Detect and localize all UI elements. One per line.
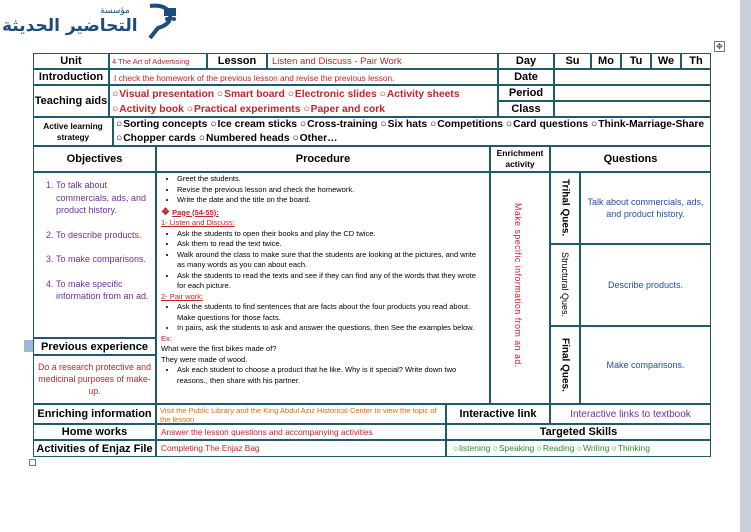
skill-option[interactable]: ○ Thinking	[612, 443, 650, 453]
strategy-option[interactable]: ○ Competitions	[430, 119, 503, 130]
question-type: Final Ques.	[559, 338, 571, 392]
objective-item: 1. To talk about commercials, ads, and product history.	[56, 179, 151, 217]
teaching-aids-options	[109, 85, 498, 117]
strategy-option[interactable]: ○ Sorting concepts	[116, 119, 207, 130]
enriching-info-value: Visit the Public Library and the King Abdul Aziz Historical Center to view the topic of the lesson	[156, 404, 446, 424]
procedure-step: • Ask each student to choose a product that he like. Why is it special? Write down two reasons., then share with his partner.	[177, 365, 486, 386]
logo	[2, 2, 180, 42]
procedure-step: • In pairs, ask the students to ask and answer the questions, then See the examples below.	[177, 323, 486, 334]
interactive-link-value[interactable]: Interactive links to textbook	[550, 404, 711, 424]
objective-item: 4. To make specific information from an ad.	[56, 278, 151, 303]
aid-option[interactable]: ○ Activity sheets	[380, 89, 460, 100]
class-value[interactable]	[554, 101, 711, 117]
targeted-skills-label: Targeted Skills	[446, 424, 711, 440]
selection-marker	[24, 340, 33, 352]
enriching-info-label: Enriching information	[33, 404, 156, 424]
question-text: Talk about commercials, ads, and product history.	[580, 172, 711, 244]
example-label: Ex:	[161, 333, 172, 343]
section-heading: 2- Pair work:	[161, 291, 204, 301]
section-heading: 1- Listen and Discuss:	[161, 218, 235, 227]
procedure-step: • Ask them to read the text twice.	[177, 239, 486, 250]
aid-option[interactable]: ○ Activity book	[112, 104, 184, 115]
day-su: Su	[554, 53, 591, 69]
homeworks-value: Answer the lesson questions and accompanying activities	[156, 424, 446, 440]
page-reference: Page (54-55):	[172, 207, 219, 217]
interactive-link-label: Interactive link	[446, 404, 550, 424]
procedure-step: • Ask the students to read the texts and see if they can find any of the words that they wrote for each picture.	[177, 271, 486, 292]
question-type: Trihal Ques.	[559, 179, 571, 237]
previous-experience-value: Do a research protective and medicinal purposes of make-up.	[33, 355, 156, 404]
logo-main-text: التحاضير الحديثة	[2, 16, 138, 36]
page-marker-icon: ❖	[161, 206, 170, 218]
previous-experience-label: Previous experience	[33, 338, 156, 355]
strategy-option[interactable]: ○ Card questions	[506, 119, 588, 130]
enrichment-cell	[490, 172, 550, 404]
skills-options	[446, 440, 711, 457]
introduction-value: I check the homework of the previous lesson and revise the previous lesson.	[109, 69, 498, 85]
table-move-handle-icon[interactable]: ✥	[714, 41, 725, 52]
example-answer: They were made of wood.	[161, 354, 248, 364]
objectives-header: Objectives	[33, 146, 156, 172]
lesson-label: Lesson	[207, 53, 267, 69]
strategy-option[interactable]: ○ Cross-training	[300, 119, 378, 130]
homeworks-label: Home works	[33, 424, 156, 440]
strategy-option[interactable]: ○ Other…	[292, 133, 337, 144]
procedure-step: • Greet the students.	[177, 174, 486, 185]
objectives-cell	[33, 172, 156, 338]
example-question: What were the first bikes made of?	[161, 344, 277, 353]
day-tu: Tu	[621, 53, 651, 69]
questions-header: Questions	[550, 146, 711, 172]
day-label: Day	[498, 53, 554, 69]
procedure-step: • Write the date and the title on the board.	[177, 195, 486, 206]
enjaz-label: Activities of Enjaz File	[33, 440, 156, 457]
procedure-cell	[156, 172, 490, 404]
strategy-label: Active learning strategy	[33, 117, 113, 146]
aid-option[interactable]: ○ Visual presentation	[112, 89, 214, 100]
question-text: Describe products.	[580, 244, 711, 326]
table-resize-handle[interactable]	[29, 459, 36, 466]
class-label: Class	[498, 101, 554, 117]
question-type-cell	[550, 244, 580, 326]
aid-option[interactable]: ○ Electronic slides	[288, 89, 377, 100]
procedure-step: • Ask the students to open their books and play the CD twice.	[177, 229, 486, 240]
strategy-option[interactable]: ○ Chopper cards	[116, 133, 196, 144]
strategy-option[interactable]: ○ Ice cream sticks	[210, 119, 297, 130]
skill-option[interactable]: ○ listening	[453, 443, 490, 453]
skill-option[interactable]: ○ Reading	[537, 443, 575, 453]
skill-option[interactable]: ○ Speaking	[493, 443, 535, 453]
question-type-cell	[550, 172, 580, 244]
question-type-cell	[550, 326, 580, 404]
date-value[interactable]	[554, 69, 711, 85]
period-value[interactable]	[554, 85, 711, 101]
date-label: Date	[498, 69, 554, 85]
aid-option[interactable]: ○ Paper and cork	[303, 104, 385, 115]
procedure-header: Procedure	[156, 146, 490, 172]
procedure-step: • Revise the previous lesson and check the homework.	[177, 185, 486, 196]
aid-option[interactable]: ○ Smart board	[217, 89, 285, 100]
objective-item: 2. To describe products.	[56, 229, 151, 242]
objective-item: 3. To make comparisons.	[56, 253, 151, 266]
strategy-option[interactable]: ○ Think-Marriage-Share	[591, 119, 704, 130]
teaching-aids-label: Teaching aids	[33, 85, 109, 117]
logo-emblem-icon	[120, 2, 180, 42]
introduction-label: Introduction	[33, 69, 109, 85]
strategy-options	[113, 117, 711, 146]
enrichment-header: Enrichment activity	[490, 146, 550, 172]
enjaz-value: Completing The Enjaz Bag	[156, 440, 446, 457]
day-we: We	[651, 53, 681, 69]
unit-value: 4 The Art of Advertising	[109, 53, 207, 69]
enrichment-text: Make specific information from an ad.	[513, 203, 523, 368]
aid-option[interactable]: ○ Practical experiments	[187, 104, 301, 115]
scrollbar-area[interactable]	[740, 0, 751, 532]
skill-option[interactable]: ○ Writing	[577, 443, 609, 453]
procedure-step: • Walk around the class to make sure that the students are looking at the pictures, and write as many words as you can about each.	[177, 250, 486, 271]
lesson-value: Listen and Discuss - Pair Work	[267, 53, 498, 69]
strategy-option[interactable]: ○ Numbered heads	[199, 133, 290, 144]
day-mo: Mo	[591, 53, 621, 69]
question-text: Make comparisons.	[580, 326, 711, 404]
logo-top-text: مؤسسة	[100, 6, 130, 16]
period-label: Period	[498, 85, 554, 101]
unit-label: Unit	[33, 53, 109, 69]
day-th: Th	[681, 53, 711, 69]
question-type: Structural Ques.	[560, 252, 570, 318]
procedure-step: • Ask the students to find sentences that are facts about the four products you read about. Make questions for those facts.	[177, 302, 486, 323]
strategy-option[interactable]: ○ Six hats	[380, 119, 427, 130]
